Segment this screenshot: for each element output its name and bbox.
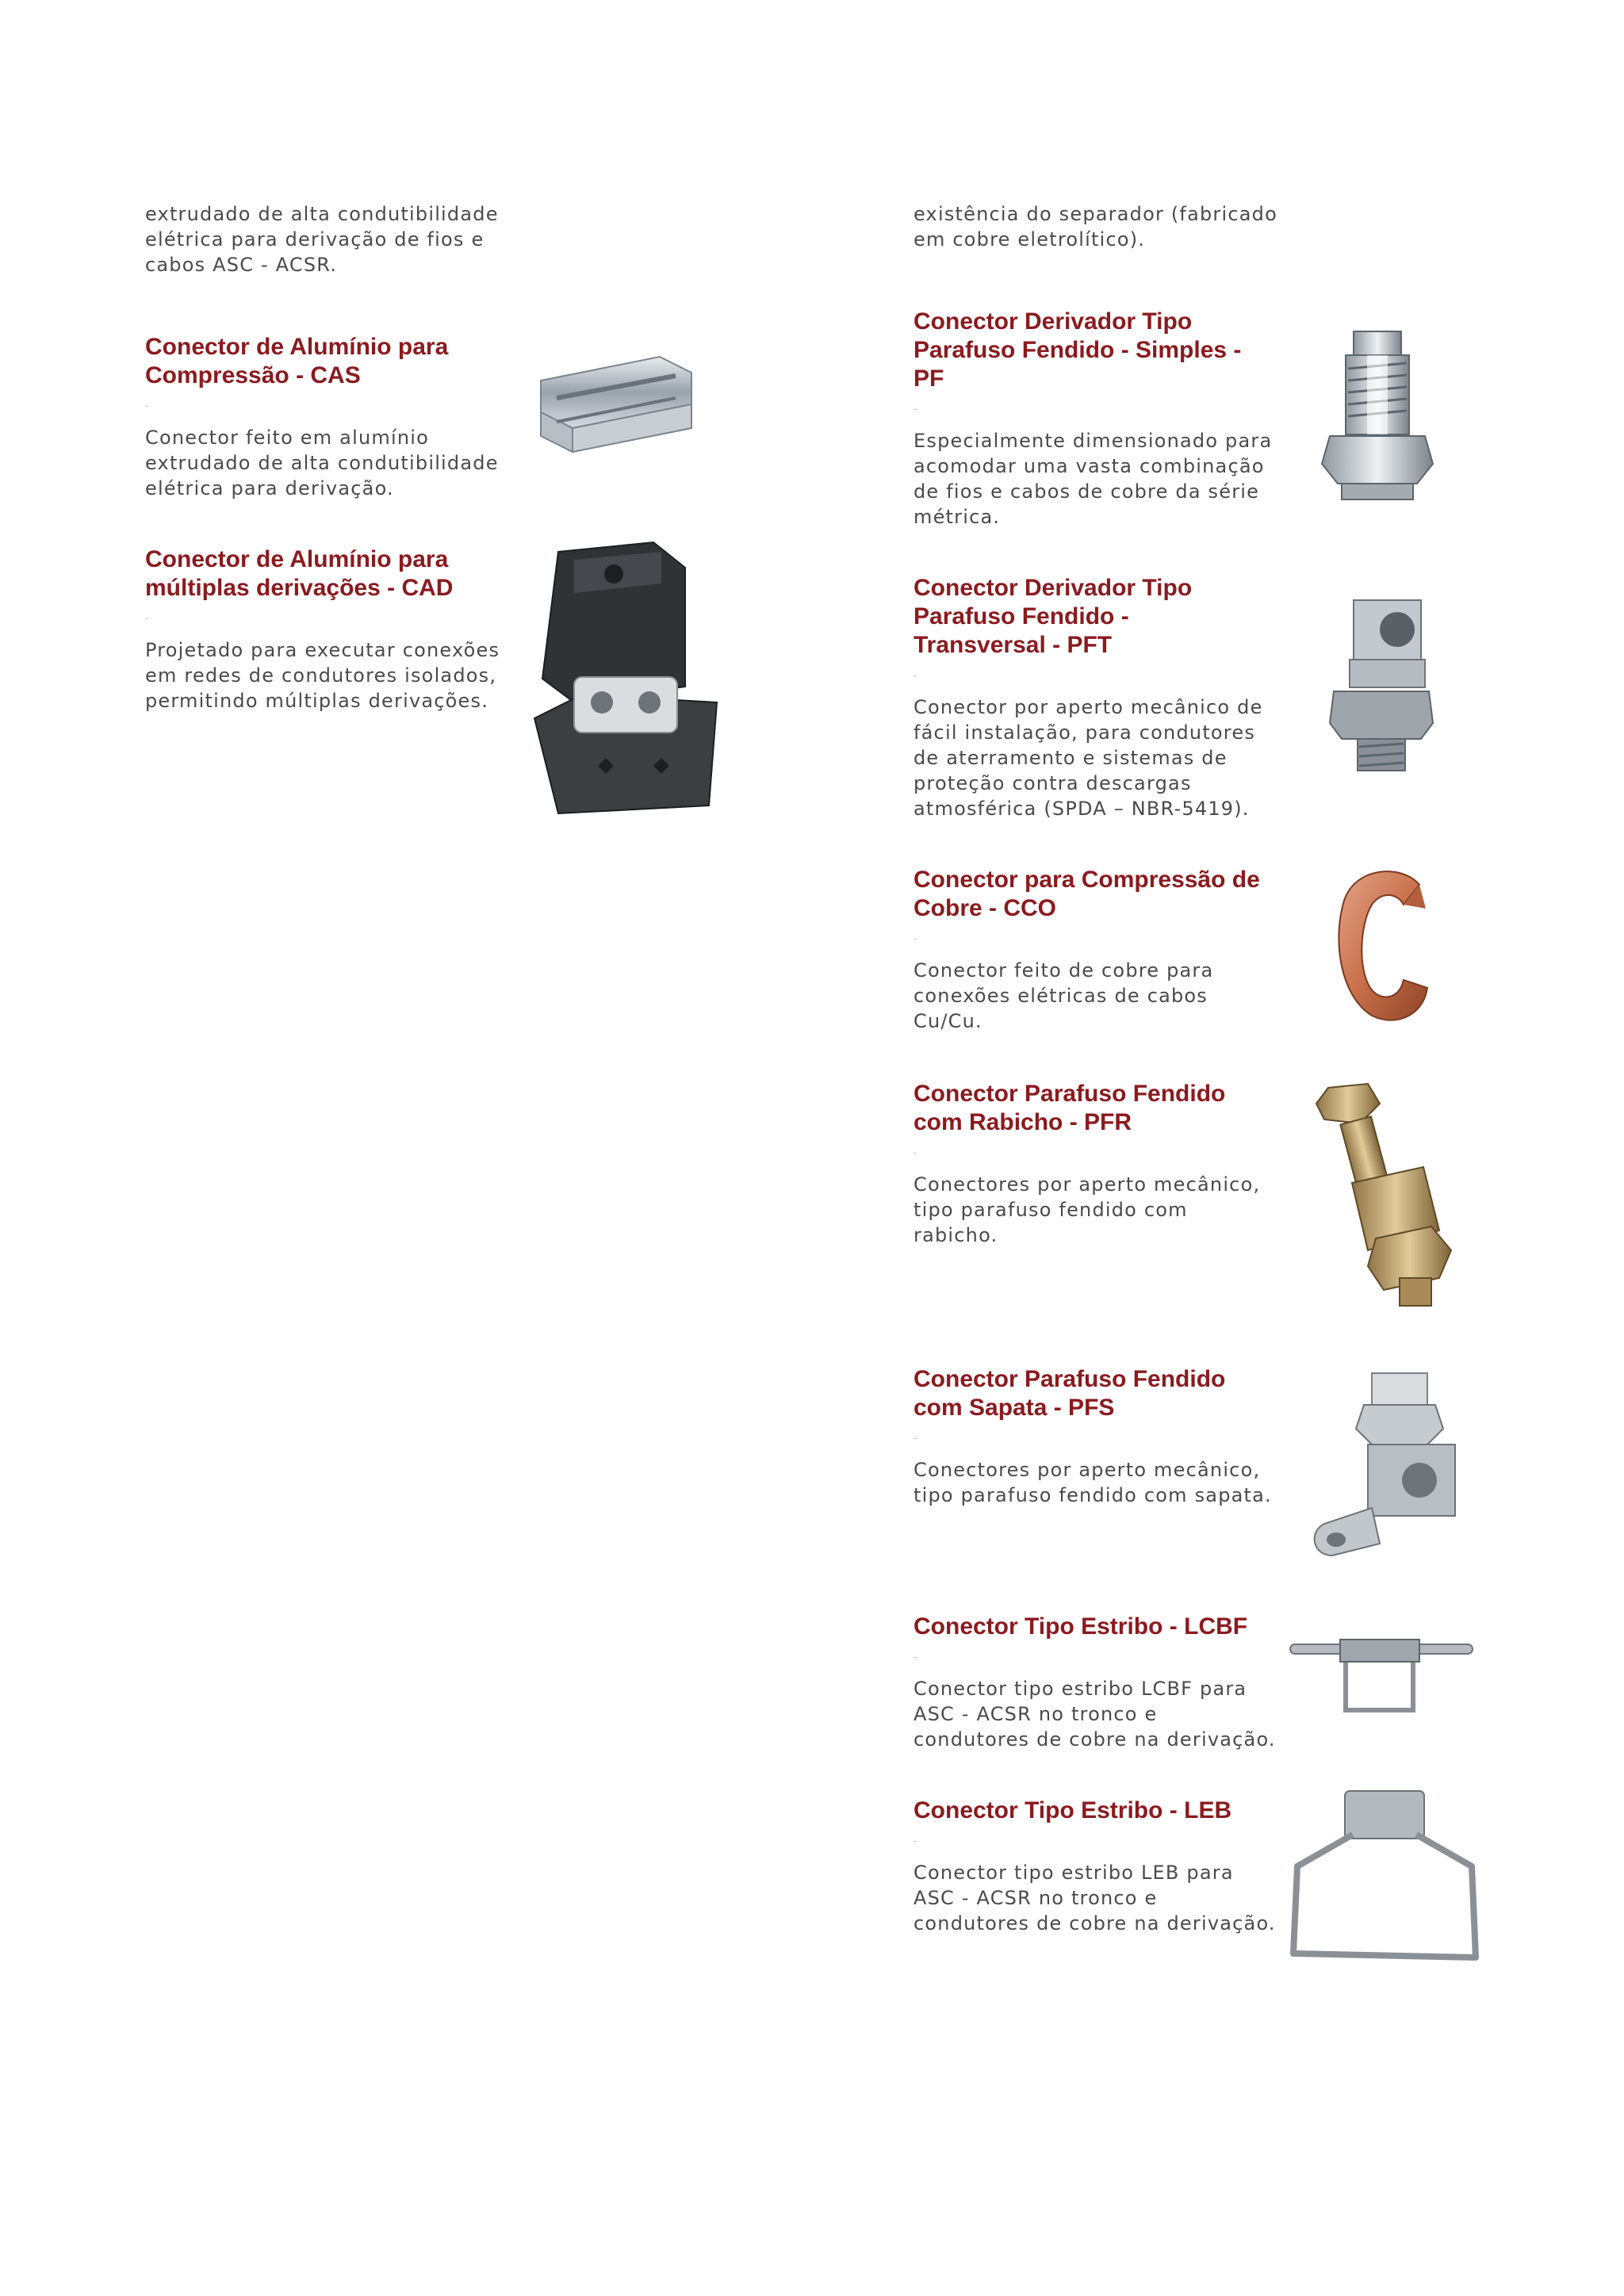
- cad-box-icon: [527, 536, 733, 821]
- product-leb: [914, 1797, 1310, 1936]
- product-description: Conector feito de cobre para conexões elétricas de cabos Cu/Cu.: [914, 959, 1214, 1032]
- left-intro-text: extrudado de alta condutibilidade elétrica para derivação de fios e cabos ASC - ACSR.: [145, 203, 499, 276]
- product-description: Conector por aperto mecânico de fácil instalação, para condutores de aterramento e sistemas de proteção contra descargas atmosférica (SPDA – NBR-5419).: [914, 696, 1263, 820]
- pfs-lug-connector-icon: [1308, 1365, 1467, 1563]
- product-description: Conector feito em alumínio extrudado de alta condutibilidade elétrica para derivação.: [145, 427, 499, 499]
- separator-dash: -: [914, 670, 917, 681]
- product-title: Conector para Compressão de Cobre - CCO: [914, 867, 1260, 921]
- pf-split-bolt-icon: [1318, 325, 1437, 507]
- product-title: Conector Parafuso Fendido com Sapata - PFS: [914, 1366, 1226, 1421]
- right-intro-text: existência do separador (fabricado em cobre eletrolítico).: [914, 203, 1277, 251]
- product-title: Conector Derivador Tipo Parafuso Fendido - Transversal - PFT: [914, 575, 1193, 658]
- product-lcbf: [914, 1613, 1310, 1752]
- product-title: Conector Tipo Estribo - LCBF: [914, 1613, 1248, 1640]
- cas-connector-icon: [525, 349, 707, 460]
- lcbf-stirrup-icon: [1286, 1635, 1477, 1722]
- separator-dash: -: [914, 1651, 917, 1663]
- separator-dash: -: [914, 1147, 917, 1158]
- separator-dash: -: [914, 1433, 917, 1444]
- product-pfs: [914, 1365, 1310, 1508]
- product-title: Conector de Alumínio para Compressão - CAS: [145, 334, 449, 388]
- cco-c-connector-icon: [1324, 861, 1443, 1027]
- product-title: Conector de Alumínio para múltiplas derivações - CAD: [145, 546, 454, 601]
- product-description: Conector tipo estribo LEB para ASC - ACSR no tronco e condutores de cobre na derivação.: [914, 1862, 1276, 1934]
- separator-dash: -: [145, 613, 149, 624]
- product-description: Especialmente dimensionado para acomodar uma vasta combinação de fios e cabos de cobre da série métrica.: [914, 430, 1273, 528]
- product-pf: [914, 308, 1310, 530]
- separator-dash: -: [914, 1835, 917, 1846]
- product-cco: [914, 866, 1310, 1034]
- pft-connector-icon: [1326, 596, 1437, 779]
- product-title: Conector Tipo Estribo - LEB: [914, 1797, 1232, 1823]
- separator-dash: -: [914, 404, 917, 415]
- product-cad: [145, 545, 542, 714]
- pfr-bronze-connector-icon: [1312, 1080, 1463, 1310]
- leb-stirrup-icon: [1281, 1787, 1488, 1969]
- product-pft: [914, 574, 1310, 821]
- separator-dash: -: [914, 933, 917, 944]
- product-description: Conectores por aperto mecânico, tipo parafuso fendido com rabicho.: [914, 1173, 1261, 1246]
- product-title: Conector Parafuso Fendido com Rabicho - PFR: [914, 1081, 1226, 1135]
- product-description: Conector tipo estribo LCBF para ASC - ACSR no tronco e condutores de cobre na derivação.: [914, 1678, 1276, 1751]
- product-cas: [145, 333, 542, 501]
- product-description: Conectores por aperto mecânico, tipo parafuso fendido com sapata.: [914, 1459, 1272, 1506]
- product-pfr: [914, 1080, 1310, 1248]
- separator-dash: -: [145, 400, 149, 411]
- product-description: Projetado para executar conexões em redes de condutores isolados, permitindo múltiplas derivações.: [145, 639, 500, 712]
- left-intro: [145, 201, 542, 277]
- right-intro: [914, 201, 1310, 252]
- product-title: Conector Derivador Tipo Parafuso Fendido - Simples - PF: [914, 308, 1242, 392]
